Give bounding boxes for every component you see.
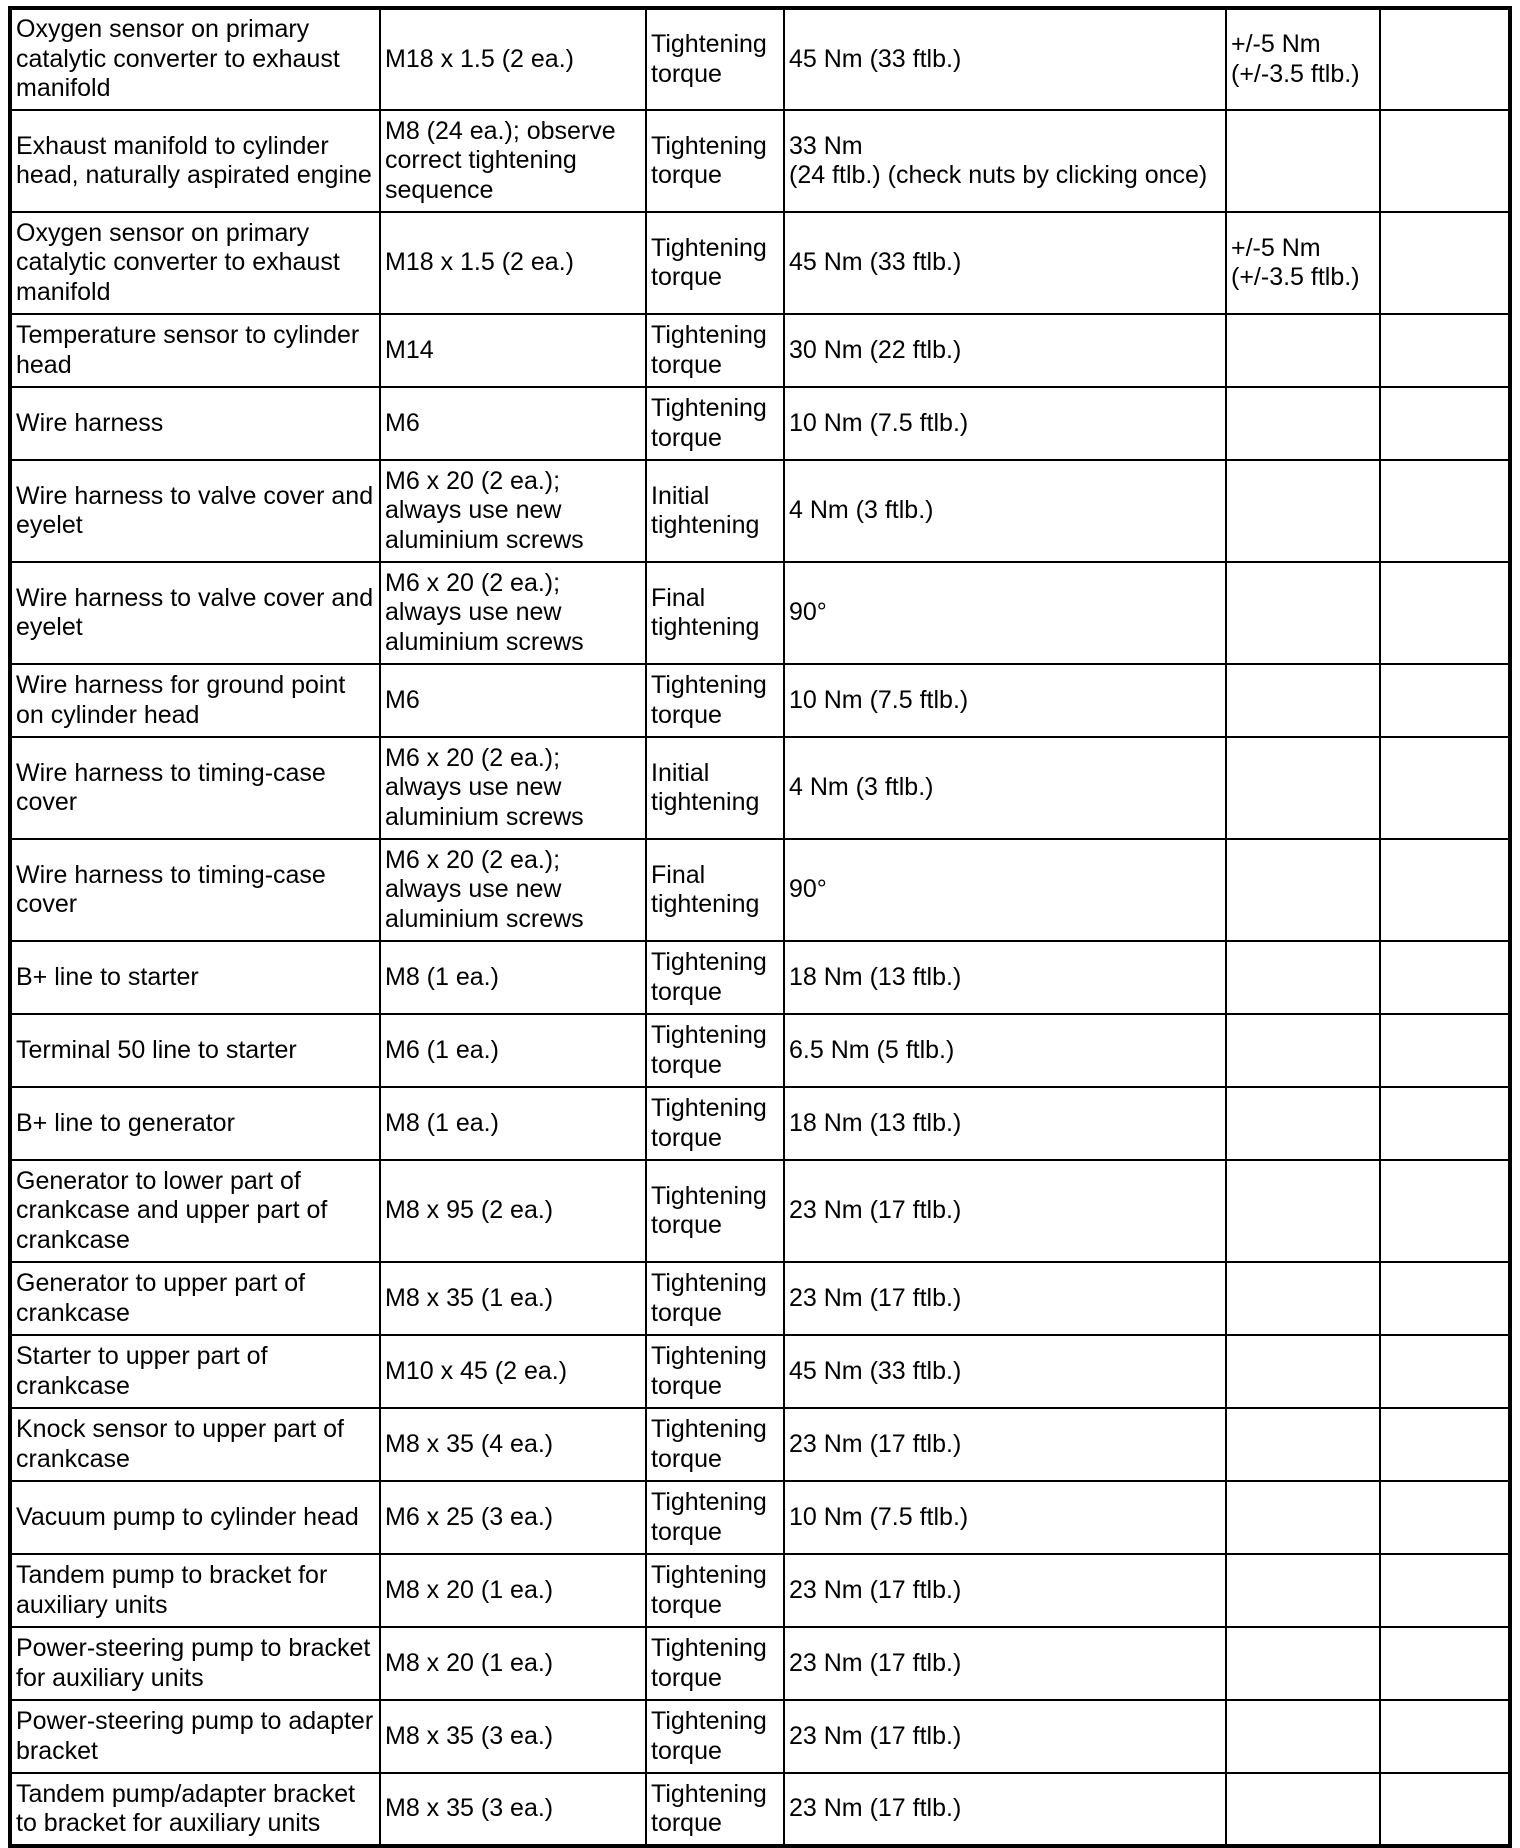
torque-value-cell: 10 Nm (7.5 ftlb.) — [784, 1481, 1226, 1554]
table-row — [10, 8, 1510, 110]
torque-value-cell: 6.5 Nm (5 ftlb.) — [784, 1014, 1226, 1087]
tolerance-cell — [1226, 1087, 1380, 1160]
size-cell: M6 (1 ea.) — [380, 1014, 646, 1087]
extra-cell — [1380, 1481, 1510, 1554]
torque-value-cell: 10 Nm (7.5 ftlb.) — [784, 387, 1226, 460]
tolerance-cell — [1226, 1335, 1380, 1408]
step-cell: Tightening torque — [646, 8, 784, 110]
step-cell: Initial tightening — [646, 460, 784, 562]
extra-cell — [1380, 387, 1510, 460]
step-cell: Tightening torque — [646, 1087, 784, 1160]
step-cell: Tightening torque — [646, 1554, 784, 1627]
extra-cell — [1380, 1335, 1510, 1408]
torque-value-cell: 4 Nm (3 ftlb.) — [784, 460, 1226, 562]
step-cell: Tightening torque — [646, 1481, 784, 1554]
tolerance-cell — [1226, 1773, 1380, 1846]
tolerance-cell — [1226, 1554, 1380, 1627]
size-cell: M10 x 45 (2 ea.) — [380, 1335, 646, 1408]
tolerance-cell — [1226, 839, 1380, 941]
component-cell: Wire harness to timing-case cover — [10, 839, 380, 941]
size-cell: M18 x 1.5 (2 ea.) — [380, 8, 646, 110]
torque-spec-table — [8, 6, 1512, 1848]
table-row — [10, 1160, 1510, 1262]
extra-cell — [1380, 562, 1510, 664]
extra-cell — [1380, 1160, 1510, 1262]
step-cell: Final tightening — [646, 562, 784, 664]
step-cell: Final tightening — [646, 839, 784, 941]
size-cell: M8 x 35 (4 ea.) — [380, 1408, 646, 1481]
torque-value-cell: 18 Nm (13 ftlb.) — [784, 1087, 1226, 1160]
table-row — [10, 460, 1510, 562]
component-cell: Vacuum pump to cylinder head — [10, 1481, 380, 1554]
size-cell: M6 x 20 (2 ea.); always use new aluminium screws — [380, 460, 646, 562]
extra-cell — [1380, 1700, 1510, 1773]
table-body — [10, 8, 1510, 1846]
table-row — [10, 941, 1510, 1014]
extra-cell — [1380, 8, 1510, 110]
extra-cell — [1380, 941, 1510, 1014]
component-cell: B+ line to starter — [10, 941, 380, 1014]
component-cell: Tandem pump to bracket for auxiliary units — [10, 1554, 380, 1627]
torque-value-cell: 23 Nm (17 ftlb.) — [784, 1700, 1226, 1773]
table-row — [10, 1481, 1510, 1554]
tolerance-cell — [1226, 1014, 1380, 1087]
extra-cell — [1380, 1014, 1510, 1087]
extra-cell — [1380, 1554, 1510, 1627]
tolerance-cell — [1226, 387, 1380, 460]
table-row — [10, 839, 1510, 941]
extra-cell — [1380, 110, 1510, 212]
step-cell: Tightening torque — [646, 664, 784, 737]
torque-value-cell: 18 Nm (13 ftlb.) — [784, 941, 1226, 1014]
component-cell: Knock sensor to upper part of crankcase — [10, 1408, 380, 1481]
torque-value-cell: 23 Nm (17 ftlb.) — [784, 1627, 1226, 1700]
tolerance-cell — [1226, 1262, 1380, 1335]
tolerance-cell — [1226, 941, 1380, 1014]
table-row — [10, 1700, 1510, 1773]
size-cell: M6 x 20 (2 ea.); always use new aluminium screws — [380, 839, 646, 941]
extra-cell — [1380, 1627, 1510, 1700]
step-cell: Tightening torque — [646, 1335, 784, 1408]
torque-value-cell: 30 Nm (22 ftlb.) — [784, 314, 1226, 387]
extra-cell — [1380, 1408, 1510, 1481]
table-row — [10, 387, 1510, 460]
component-cell: Wire harness for ground point on cylinder head — [10, 664, 380, 737]
size-cell: M6 x 25 (3 ea.) — [380, 1481, 646, 1554]
table-row — [10, 1335, 1510, 1408]
table-row — [10, 1627, 1510, 1700]
step-cell: Tightening torque — [646, 110, 784, 212]
torque-value-cell: 45 Nm (33 ftlb.) — [784, 212, 1226, 314]
table-row — [10, 1773, 1510, 1846]
size-cell: M14 — [380, 314, 646, 387]
table-row — [10, 212, 1510, 314]
step-cell: Tightening torque — [646, 1627, 784, 1700]
table-row — [10, 1014, 1510, 1087]
extra-cell — [1380, 664, 1510, 737]
component-cell: Generator to upper part of crankcase — [10, 1262, 380, 1335]
tolerance-cell — [1226, 1408, 1380, 1481]
torque-value-cell: 4 Nm (3 ftlb.) — [784, 737, 1226, 839]
component-cell: Tandem pump/adapter bracket to bracket for auxiliary units — [10, 1773, 380, 1846]
size-cell: M8 x 35 (1 ea.) — [380, 1262, 646, 1335]
tolerance-cell — [1226, 110, 1380, 212]
size-cell: M8 x 20 (1 ea.) — [380, 1627, 646, 1700]
tolerance-cell: +/-5 Nm (+/-3.5 ftlb.) — [1226, 212, 1380, 314]
torque-value-cell: 45 Nm (33 ftlb.) — [784, 1335, 1226, 1408]
torque-value-cell: 23 Nm (17 ftlb.) — [784, 1408, 1226, 1481]
torque-value-cell: 23 Nm (17 ftlb.) — [784, 1554, 1226, 1627]
component-cell: Wire harness to valve cover and eyelet — [10, 562, 380, 664]
extra-cell — [1380, 1262, 1510, 1335]
component-cell: Wire harness — [10, 387, 380, 460]
torque-value-cell: 33 Nm (24 ftlb.) (check nuts by clicking once) — [784, 110, 1226, 212]
size-cell: M6 x 20 (2 ea.); always use new aluminium screws — [380, 737, 646, 839]
tolerance-cell — [1226, 1700, 1380, 1773]
torque-value-cell: 23 Nm (17 ftlb.) — [784, 1773, 1226, 1846]
tolerance-cell — [1226, 737, 1380, 839]
extra-cell — [1380, 314, 1510, 387]
table-row — [10, 562, 1510, 664]
extra-cell — [1380, 1087, 1510, 1160]
torque-value-cell: 23 Nm (17 ftlb.) — [784, 1262, 1226, 1335]
size-cell: M6 — [380, 664, 646, 737]
tolerance-cell — [1226, 1481, 1380, 1554]
step-cell: Tightening torque — [646, 1408, 784, 1481]
extra-cell — [1380, 1773, 1510, 1846]
tolerance-cell — [1226, 664, 1380, 737]
size-cell: M8 (24 ea.); observe correct tightening sequence — [380, 110, 646, 212]
component-cell: Temperature sensor to cylinder head — [10, 314, 380, 387]
component-cell: Generator to lower part of crankcase and upper part of crankcase — [10, 1160, 380, 1262]
size-cell: M8 x 35 (3 ea.) — [380, 1773, 646, 1846]
step-cell: Tightening torque — [646, 1773, 784, 1846]
tolerance-cell — [1226, 314, 1380, 387]
component-cell: Oxygen sensor on primary catalytic converter to exhaust manifold — [10, 8, 380, 110]
tolerance-cell — [1226, 1627, 1380, 1700]
torque-value-cell: 90° — [784, 839, 1226, 941]
tolerance-cell — [1226, 1160, 1380, 1262]
component-cell: B+ line to generator — [10, 1087, 380, 1160]
size-cell: M6 — [380, 387, 646, 460]
size-cell: M8 x 95 (2 ea.) — [380, 1160, 646, 1262]
extra-cell — [1380, 212, 1510, 314]
component-cell: Exhaust manifold to cylinder head, naturally aspirated engine — [10, 110, 380, 212]
size-cell: M8 (1 ea.) — [380, 941, 646, 1014]
table-row — [10, 737, 1510, 839]
extra-cell — [1380, 737, 1510, 839]
size-cell: M8 (1 ea.) — [380, 1087, 646, 1160]
table-row — [10, 1408, 1510, 1481]
step-cell: Tightening torque — [646, 1700, 784, 1773]
step-cell: Tightening torque — [646, 314, 784, 387]
component-cell: Power-steering pump to adapter bracket — [10, 1700, 380, 1773]
component-cell: Wire harness to timing-case cover — [10, 737, 380, 839]
component-cell: Terminal 50 line to starter — [10, 1014, 380, 1087]
table-row — [10, 110, 1510, 212]
step-cell: Tightening torque — [646, 212, 784, 314]
table-row — [10, 1087, 1510, 1160]
step-cell: Tightening torque — [646, 1014, 784, 1087]
size-cell: M8 x 20 (1 ea.) — [380, 1554, 646, 1627]
tolerance-cell: +/-5 Nm (+/-3.5 ftlb.) — [1226, 8, 1380, 110]
component-cell: Wire harness to valve cover and eyelet — [10, 460, 380, 562]
table-row — [10, 1554, 1510, 1627]
torque-value-cell: 10 Nm (7.5 ftlb.) — [784, 664, 1226, 737]
tolerance-cell — [1226, 562, 1380, 664]
extra-cell — [1380, 839, 1510, 941]
step-cell: Tightening torque — [646, 387, 784, 460]
extra-cell — [1380, 460, 1510, 562]
size-cell: M8 x 35 (3 ea.) — [380, 1700, 646, 1773]
step-cell: Tightening torque — [646, 1262, 784, 1335]
table-row — [10, 314, 1510, 387]
torque-value-cell: 90° — [784, 562, 1226, 664]
step-cell: Initial tightening — [646, 737, 784, 839]
step-cell: Tightening torque — [646, 1160, 784, 1262]
component-cell: Starter to upper part of crankcase — [10, 1335, 380, 1408]
table-row — [10, 1262, 1510, 1335]
component-cell: Power-steering pump to bracket for auxiliary units — [10, 1627, 380, 1700]
size-cell: M6 x 20 (2 ea.); always use new aluminium screws — [380, 562, 646, 664]
tolerance-cell — [1226, 460, 1380, 562]
table-row — [10, 664, 1510, 737]
torque-value-cell: 45 Nm (33 ftlb.) — [784, 8, 1226, 110]
step-cell: Tightening torque — [646, 941, 784, 1014]
size-cell: M18 x 1.5 (2 ea.) — [380, 212, 646, 314]
component-cell: Oxygen sensor on primary catalytic converter to exhaust manifold — [10, 212, 380, 314]
torque-value-cell: 23 Nm (17 ftlb.) — [784, 1160, 1226, 1262]
